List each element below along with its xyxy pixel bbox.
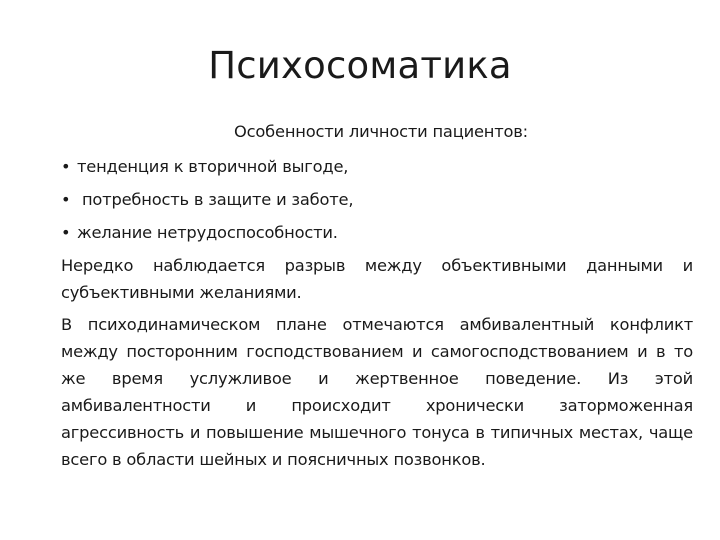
bullet-dot-icon: • xyxy=(61,190,71,209)
bullet-dot-icon: • xyxy=(61,223,71,242)
bullet-text: потребность в защите и заботе, xyxy=(77,190,354,209)
bullet-text: желание нетрудоспособности. xyxy=(77,223,338,242)
list-item xyxy=(61,186,693,213)
slide-subtitle: Особенности личности пациентов: xyxy=(234,122,528,141)
list-item xyxy=(61,219,693,246)
bullet-dot-icon: • xyxy=(61,157,71,176)
slide-title: Психосоматика xyxy=(208,44,512,87)
paragraph-gap: Нередко наблюдается разрыв между объективными данными и субъективными желаниями. xyxy=(61,256,693,302)
paragraph-psychodynamic: В психодинамическом плане отмечаются амбивалентный конфликт между посторонним господствованием и самогосподствованием и в то же время услужливое и жертвенное поведение. Из этой амбивалентности и происходит хронически заторможенная агрессивность и повышение мышечного тонуса в типичных местах, чаще всего в области шейных и поясничных позвонков. xyxy=(61,315,693,469)
bullet-list xyxy=(61,153,693,246)
slide-body xyxy=(61,118,693,478)
bullet-text: тенденция к вторичной выгоде, xyxy=(77,157,349,176)
list-item xyxy=(61,153,693,180)
